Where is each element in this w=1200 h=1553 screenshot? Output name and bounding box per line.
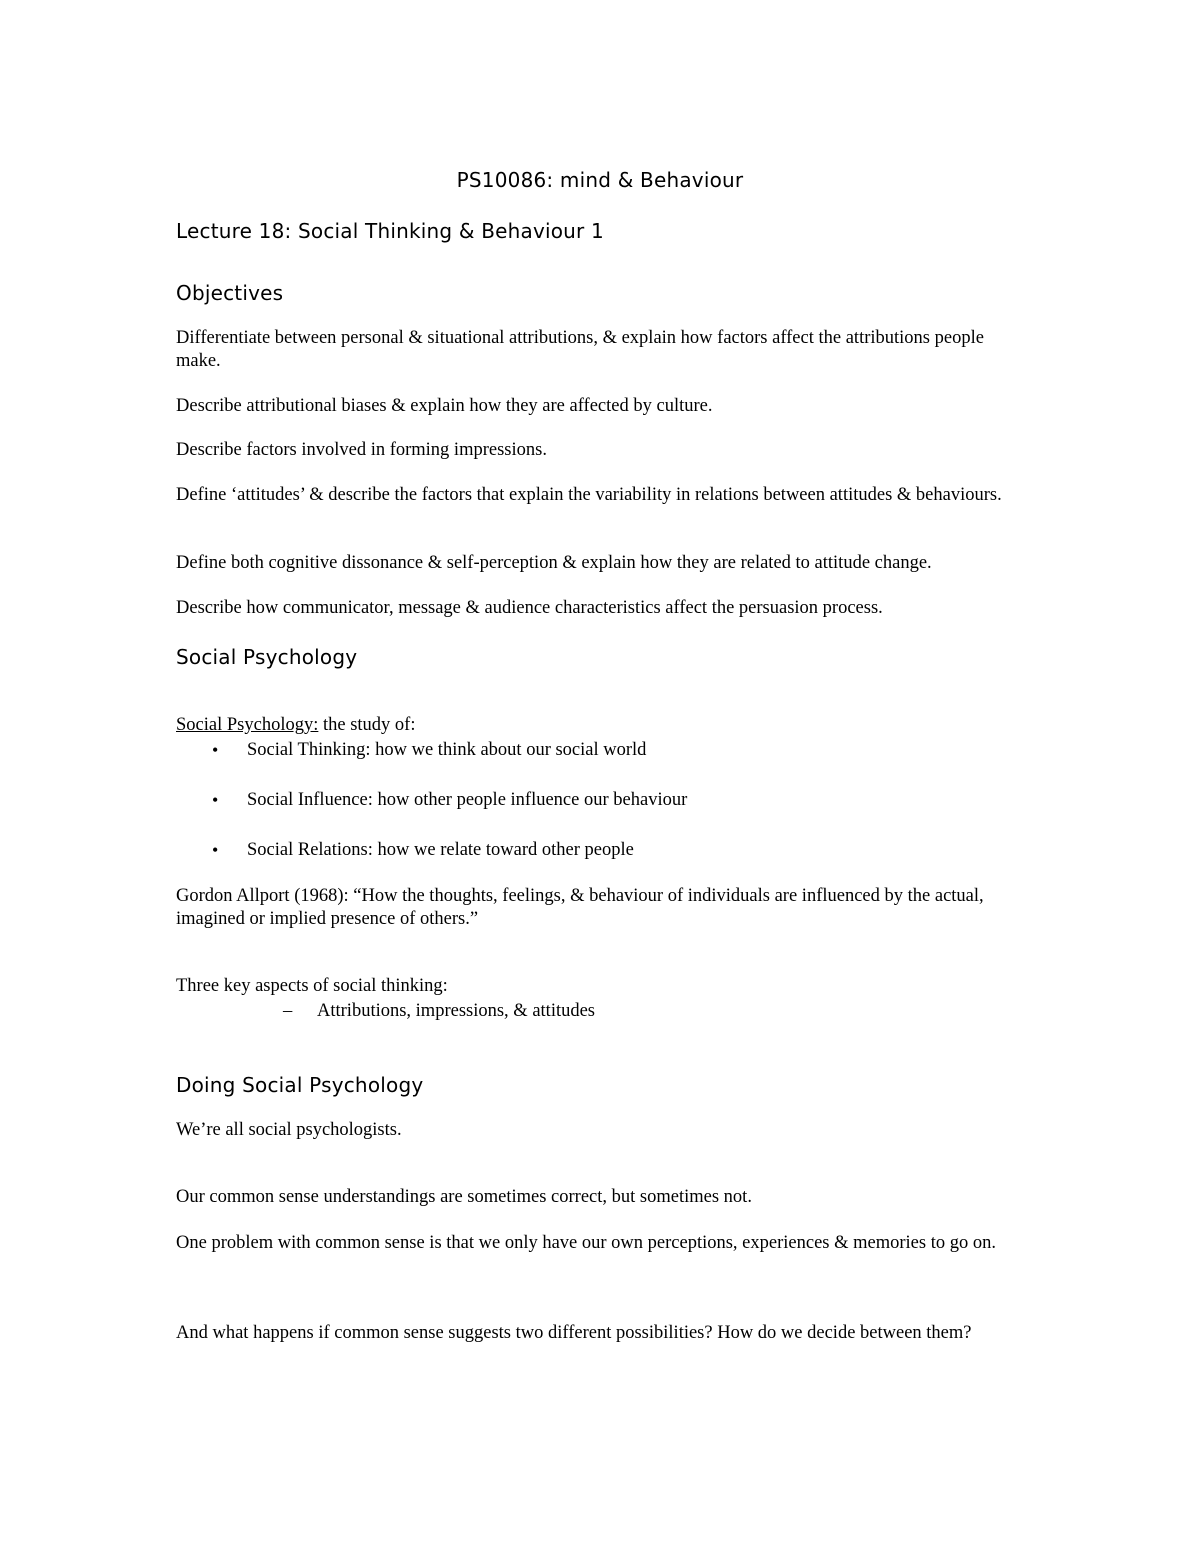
objective-item: Define ‘attitudes’ & describe the factors that explain the variability in relations between attitudes & behaviours. xyxy=(176,485,1002,505)
objective-item: Differentiate between personal & situational attributions, & explain how factors affect the attributions people make. xyxy=(176,328,984,371)
three-aspects-line: Three key aspects of social thinking: xyxy=(176,976,448,996)
objectives-heading: Objectives xyxy=(176,281,284,305)
bullet-marker: • xyxy=(212,840,219,860)
doing-paragraph: One problem with common sense is that we only have our own perceptions, experiences & memories to go on. xyxy=(176,1233,996,1253)
doing-paragraph: Our common sense understandings are sometimes correct, but sometimes not. xyxy=(176,1187,752,1207)
lecture-heading: Lecture 18: Social Thinking & Behaviour 1 xyxy=(176,219,604,243)
doing-social-psychology-heading: Doing Social Psychology xyxy=(176,1073,424,1097)
doing-paragraph: And what happens if common sense suggests two different possibilities? How do we decide between them? xyxy=(176,1323,972,1343)
definition-rest: the study of: xyxy=(318,715,416,735)
objective-item: Describe how communicator, message & audience characteristics affect the persuasion process. xyxy=(176,598,883,618)
three-aspects-item: Attributions, impressions, & attitudes xyxy=(317,1001,596,1021)
bullet-item: Social Relations: how we relate toward other people xyxy=(247,840,634,860)
bullet-item: Social Influence: how other people influence our behaviour xyxy=(247,790,688,810)
bullet-item: Social Thinking: how we think about our social world xyxy=(247,740,647,760)
definition-term: Social Psychology: xyxy=(176,715,319,735)
document-title: PS10086: mind & Behaviour xyxy=(456,168,744,192)
social-psychology-heading: Social Psychology xyxy=(176,645,358,669)
doing-paragraph: We’re all social psychologists. xyxy=(176,1120,402,1140)
objective-item: Define both cognitive dissonance & self-perception & explain how they are related to attitude change. xyxy=(176,553,932,573)
objective-item: Describe attributional biases & explain how they are affected by culture. xyxy=(176,396,713,416)
objective-item: Describe factors involved in forming impressions. xyxy=(176,440,547,460)
bullet-marker: • xyxy=(212,790,219,810)
definition-line xyxy=(176,714,1026,737)
allport-quote: Gordon Allport (1968): “How the thoughts, feelings, & behaviour of individuals are influenced by the actual, imagined or implied presence of others.” xyxy=(176,886,984,929)
bullet-marker: • xyxy=(212,740,219,760)
dash-marker: – xyxy=(283,1001,293,1021)
